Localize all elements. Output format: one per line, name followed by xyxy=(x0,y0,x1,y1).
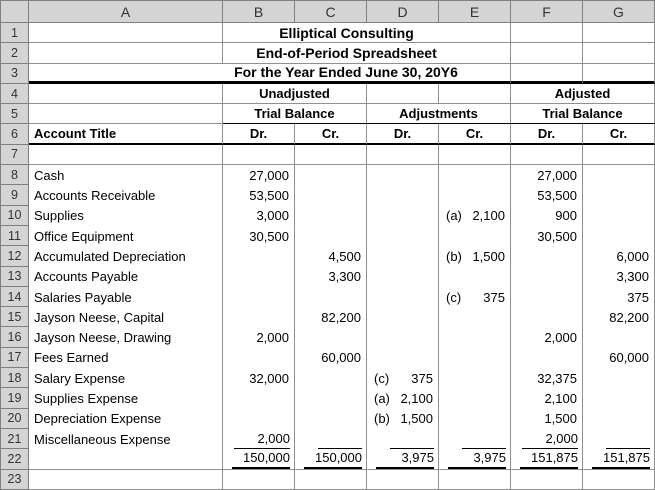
row-5 xyxy=(1,104,655,124)
cell-unadjusted-label[interactable]: Unadjusted xyxy=(223,84,367,104)
total-ab-cr: 151,875 xyxy=(592,449,650,468)
cell-e13[interactable] xyxy=(439,267,511,287)
cell-f23[interactable] xyxy=(511,470,583,490)
row-7 xyxy=(1,145,655,165)
row-14 xyxy=(1,287,655,307)
cell-b22[interactable] xyxy=(223,449,295,469)
adjustment-amount: 1,500 xyxy=(400,411,433,427)
row-18 xyxy=(1,368,655,388)
row-13 xyxy=(1,267,655,287)
cell-g17[interactable]: 60,000 xyxy=(583,348,655,368)
total-ab-dr: 151,875 xyxy=(520,449,578,468)
row-10 xyxy=(1,206,655,226)
row-20 xyxy=(1,409,655,429)
row-header-2[interactable]: 2 xyxy=(1,43,29,63)
column-header-b[interactable]: B xyxy=(223,1,295,23)
row-header-18[interactable]: 18 xyxy=(1,368,29,388)
cell-e18[interactable] xyxy=(439,368,511,388)
total-ub-dr: 150,000 xyxy=(232,449,290,468)
cell-c16[interactable] xyxy=(295,327,367,347)
adjustment-ref: (c) xyxy=(374,370,390,386)
cell-c9[interactable] xyxy=(295,185,367,205)
cell-f11[interactable]: 30,500 xyxy=(511,226,583,246)
cell-d23[interactable] xyxy=(367,470,439,490)
cell-a15[interactable]: Jayson Neese, Capital xyxy=(29,307,223,327)
cell-c22[interactable] xyxy=(295,449,367,469)
ruled-amount: 2,000 xyxy=(522,429,578,449)
select-all-corner[interactable] xyxy=(1,1,29,23)
total-ub-cr: 150,000 xyxy=(304,449,362,468)
adjustment-ref: (a) xyxy=(446,208,462,224)
cell-e20[interactable] xyxy=(439,409,511,429)
cell-e9[interactable] xyxy=(439,185,511,205)
adjustment-ref: (c) xyxy=(446,289,462,305)
column-header-a[interactable]: A xyxy=(29,1,223,23)
cell-f3[interactable] xyxy=(511,64,583,84)
cell-a11[interactable]: Office Equipment xyxy=(29,226,223,246)
cell-d21[interactable] xyxy=(367,429,439,449)
row-header-19[interactable]: 19 xyxy=(1,388,29,408)
row-21 xyxy=(1,429,655,449)
cell-c10[interactable] xyxy=(295,206,367,226)
cell-c12[interactable]: 4,500 xyxy=(295,246,367,266)
rule-line xyxy=(390,429,434,449)
cell-d11[interactable] xyxy=(367,226,439,246)
row-header-8[interactable]: 8 xyxy=(1,165,29,185)
cell-b23[interactable] xyxy=(223,470,295,490)
column-header-f[interactable]: F xyxy=(511,1,583,23)
cell-d22[interactable] xyxy=(367,449,439,469)
cell-d14[interactable] xyxy=(367,287,439,307)
cell-c21[interactable] xyxy=(295,429,367,449)
row-6 xyxy=(1,124,655,144)
cell-b8[interactable]: 27,000 xyxy=(223,165,295,185)
row-header-9[interactable]: 9 xyxy=(1,185,29,205)
cell-a7[interactable] xyxy=(29,145,223,165)
row-header-20[interactable]: 20 xyxy=(1,409,29,429)
cell-b13[interactable] xyxy=(223,267,295,287)
cell-b7[interactable] xyxy=(223,145,295,165)
cell-e4[interactable] xyxy=(439,84,511,104)
row-header-23[interactable]: 23 xyxy=(1,470,29,490)
cell-f15[interactable] xyxy=(511,307,583,327)
cell-f21[interactable] xyxy=(511,429,583,449)
cell-e19[interactable] xyxy=(439,388,511,408)
cell-f8[interactable]: 27,000 xyxy=(511,165,583,185)
row-3 xyxy=(1,64,655,84)
cell-c23[interactable] xyxy=(295,470,367,490)
cell-c7[interactable] xyxy=(295,145,367,165)
cell-e17[interactable] xyxy=(439,348,511,368)
cell-c14[interactable] xyxy=(295,287,367,307)
row-15 xyxy=(1,307,655,327)
cell-b15[interactable] xyxy=(223,307,295,327)
cell-b20[interactable] xyxy=(223,409,295,429)
cell-g23[interactable] xyxy=(583,470,655,490)
cell-e12[interactable] xyxy=(439,246,511,266)
row-header-21[interactable]: 21 xyxy=(1,429,29,449)
adjustment-amount: 1,500 xyxy=(472,248,505,264)
cell-e11[interactable] xyxy=(439,226,511,246)
adjustment-amount: 2,100 xyxy=(400,390,433,406)
cell-b16[interactable]: 2,000 xyxy=(223,327,295,347)
total-adj-cr: 3,975 xyxy=(448,449,506,468)
cell-g8[interactable] xyxy=(583,165,655,185)
row-header-11[interactable]: 11 xyxy=(1,226,29,246)
cell-e7[interactable] xyxy=(439,145,511,165)
cell-b12[interactable] xyxy=(223,246,295,266)
cell-d19[interactable] xyxy=(367,388,439,408)
cell-b9[interactable]: 53,500 xyxy=(223,185,295,205)
cell-a4[interactable] xyxy=(29,84,223,104)
column-header-c[interactable]: C xyxy=(295,1,367,23)
cell-title-company[interactable]: Elliptical Consulting xyxy=(223,23,511,43)
cell-b18[interactable]: 32,000 xyxy=(223,368,295,388)
cell-g22[interactable] xyxy=(583,449,655,469)
cell-d8[interactable] xyxy=(367,165,439,185)
adjustment-ref: (b) xyxy=(374,411,390,427)
row-header-4[interactable]: 4 xyxy=(1,84,29,104)
cell-b11[interactable]: 30,500 xyxy=(223,226,295,246)
adjustment-ref: (b) xyxy=(446,248,462,264)
row-12 xyxy=(1,246,655,266)
cell-g9[interactable] xyxy=(583,185,655,205)
adjustment-amount: 375 xyxy=(483,289,505,305)
row-header-17[interactable]: 17 xyxy=(1,348,29,368)
cell-g20[interactable] xyxy=(583,409,655,429)
cell-adj-dr-header[interactable]: Dr. xyxy=(367,124,439,144)
cell-d10[interactable] xyxy=(367,206,439,226)
cell-c13[interactable]: 3,300 xyxy=(295,267,367,287)
cell-e14[interactable] xyxy=(439,287,511,307)
cell-ab-dr-header[interactable]: Dr. xyxy=(511,124,583,144)
cell-ub-cr-header[interactable]: Cr. xyxy=(295,124,367,144)
cell-d18[interactable] xyxy=(367,368,439,388)
cell-f2[interactable] xyxy=(511,43,583,63)
cell-account-title-header[interactable]: Account Title xyxy=(29,124,223,144)
cell-d9[interactable] xyxy=(367,185,439,205)
cell-b21[interactable] xyxy=(223,429,295,449)
cell-a23[interactable] xyxy=(29,470,223,490)
row-header-13[interactable]: 13 xyxy=(1,267,29,287)
cell-f20[interactable]: 1,500 xyxy=(511,409,583,429)
cell-title-report[interactable]: End-of-Period Spreadsheet xyxy=(223,43,511,63)
cell-a12[interactable]: Accumulated Depreciation xyxy=(29,246,223,266)
cell-f13[interactable] xyxy=(511,267,583,287)
column-header-e[interactable]: E xyxy=(439,1,511,23)
cell-a19[interactable]: Supplies Expense xyxy=(29,388,223,408)
cell-a18[interactable]: Salary Expense xyxy=(29,368,223,388)
cell-f7[interactable] xyxy=(511,145,583,165)
cell-b14[interactable] xyxy=(223,287,295,307)
cell-a16[interactable]: Jayson Neese, Drawing xyxy=(29,327,223,347)
cell-g16[interactable] xyxy=(583,327,655,347)
row-2 xyxy=(1,43,655,63)
column-header-row xyxy=(1,1,655,23)
row-header-5[interactable]: 5 xyxy=(1,104,29,124)
cell-a1[interactable] xyxy=(29,23,223,43)
row-17 xyxy=(1,348,655,368)
row-23 xyxy=(1,470,655,490)
cell-f16[interactable]: 2,000 xyxy=(511,327,583,347)
cell-f9[interactable]: 53,500 xyxy=(511,185,583,205)
cell-e10[interactable] xyxy=(439,206,511,226)
cell-d13[interactable] xyxy=(367,267,439,287)
row-19 xyxy=(1,388,655,408)
column-header-d[interactable]: D xyxy=(367,1,439,23)
cell-g14[interactable]: 375 xyxy=(583,287,655,307)
cell-c11[interactable] xyxy=(295,226,367,246)
cell-c20[interactable] xyxy=(295,409,367,429)
cell-e8[interactable] xyxy=(439,165,511,185)
cell-a10[interactable]: Supplies xyxy=(29,206,223,226)
row-header-1[interactable]: 1 xyxy=(1,23,29,43)
cell-g1[interactable] xyxy=(583,23,655,43)
adjustment-amount: 2,100 xyxy=(472,208,505,224)
row-11 xyxy=(1,226,655,246)
cell-ub-dr-header[interactable]: Dr. xyxy=(223,124,295,144)
cell-d7[interactable] xyxy=(367,145,439,165)
cell-b17[interactable] xyxy=(223,348,295,368)
cell-a21[interactable]: Miscellaneous Expense xyxy=(29,429,223,449)
adjustment-amount: 375 xyxy=(411,370,433,386)
cell-trial-balance-left[interactable]: Trial Balance xyxy=(223,104,367,124)
row-header-6[interactable]: 6 xyxy=(1,124,29,144)
cell-c17[interactable]: 60,000 xyxy=(295,348,367,368)
column-header-g[interactable]: G xyxy=(583,1,655,23)
row-header-10[interactable]: 10 xyxy=(1,206,29,226)
cell-adjustments-label[interactable]: Adjustments xyxy=(367,104,511,124)
cell-b10[interactable]: 3,000 xyxy=(223,206,295,226)
rule-line xyxy=(462,429,506,449)
row-header-22[interactable]: 22 xyxy=(1,449,29,469)
cell-f22[interactable] xyxy=(511,449,583,469)
row-8 xyxy=(1,165,655,185)
cell-a20[interactable]: Depreciation Expense xyxy=(29,409,223,429)
cell-trial-balance-right[interactable]: Trial Balance xyxy=(511,104,655,124)
cell-f19[interactable]: 2,100 xyxy=(511,388,583,408)
cell-a5[interactable] xyxy=(29,104,223,124)
cell-f14[interactable] xyxy=(511,287,583,307)
cell-e23[interactable] xyxy=(439,470,511,490)
cell-a2[interactable] xyxy=(29,43,223,63)
cell-g18[interactable] xyxy=(583,368,655,388)
cell-g3[interactable] xyxy=(583,64,655,84)
cell-c18[interactable] xyxy=(295,368,367,388)
cell-e22[interactable] xyxy=(439,449,511,469)
cell-d15[interactable] xyxy=(367,307,439,327)
cell-g7[interactable] xyxy=(583,145,655,165)
cell-d12[interactable] xyxy=(367,246,439,266)
row-22-totals xyxy=(1,449,655,469)
cell-d17[interactable] xyxy=(367,348,439,368)
cell-g21[interactable] xyxy=(583,429,655,449)
row-16 xyxy=(1,327,655,347)
row-header-15[interactable]: 15 xyxy=(1,307,29,327)
cell-a22[interactable] xyxy=(29,449,223,469)
cell-g13[interactable]: 3,300 xyxy=(583,267,655,287)
cell-f18[interactable]: 32,375 xyxy=(511,368,583,388)
cell-ab-cr-header[interactable]: Cr. xyxy=(583,124,655,144)
cell-g2[interactable] xyxy=(583,43,655,63)
row-header-16[interactable]: 16 xyxy=(1,327,29,347)
cell-adj-cr-header[interactable]: Cr. xyxy=(439,124,511,144)
row-4 xyxy=(1,84,655,104)
cell-a17[interactable]: Fees Earned xyxy=(29,348,223,368)
cell-b19[interactable] xyxy=(223,388,295,408)
cell-e21[interactable] xyxy=(439,429,511,449)
cell-f12[interactable] xyxy=(511,246,583,266)
cell-f17[interactable] xyxy=(511,348,583,368)
cell-f10[interactable]: 900 xyxy=(511,206,583,226)
cell-d16[interactable] xyxy=(367,327,439,347)
rule-line xyxy=(606,429,650,449)
adjustment-ref: (a) xyxy=(374,390,390,406)
cell-a9[interactable]: Accounts Receivable xyxy=(29,185,223,205)
cell-c15[interactable]: 82,200 xyxy=(295,307,367,327)
cell-c19[interactable] xyxy=(295,388,367,408)
row-header-7[interactable]: 7 xyxy=(1,145,29,165)
cell-e16[interactable] xyxy=(439,327,511,347)
cell-d4[interactable] xyxy=(367,84,439,104)
cell-adjusted-label[interactable]: Adjusted xyxy=(511,84,655,104)
row-header-3[interactable]: 3 xyxy=(1,64,29,84)
cell-a14[interactable]: Salaries Payable xyxy=(29,287,223,307)
total-adj-dr: 3,975 xyxy=(376,449,434,468)
cell-c8[interactable] xyxy=(295,165,367,185)
cell-g11[interactable] xyxy=(583,226,655,246)
row-9 xyxy=(1,185,655,205)
cell-g12[interactable]: 6,000 xyxy=(583,246,655,266)
rule-line xyxy=(318,429,362,449)
cell-a13[interactable]: Accounts Payable xyxy=(29,267,223,287)
row-header-12[interactable]: 12 xyxy=(1,246,29,266)
ruled-amount: 2,000 xyxy=(234,429,290,449)
cell-title-period[interactable]: For the Year Ended June 30, 20Y6 xyxy=(29,64,511,84)
cell-d20[interactable] xyxy=(367,409,439,429)
cell-e15[interactable] xyxy=(439,307,511,327)
row-1 xyxy=(1,23,655,43)
cell-g19[interactable] xyxy=(583,388,655,408)
cell-g15[interactable]: 82,200 xyxy=(583,307,655,327)
cell-f1[interactable] xyxy=(511,23,583,43)
row-header-14[interactable]: 14 xyxy=(1,287,29,307)
cell-g10[interactable] xyxy=(583,206,655,226)
cell-a8[interactable]: Cash xyxy=(29,165,223,185)
